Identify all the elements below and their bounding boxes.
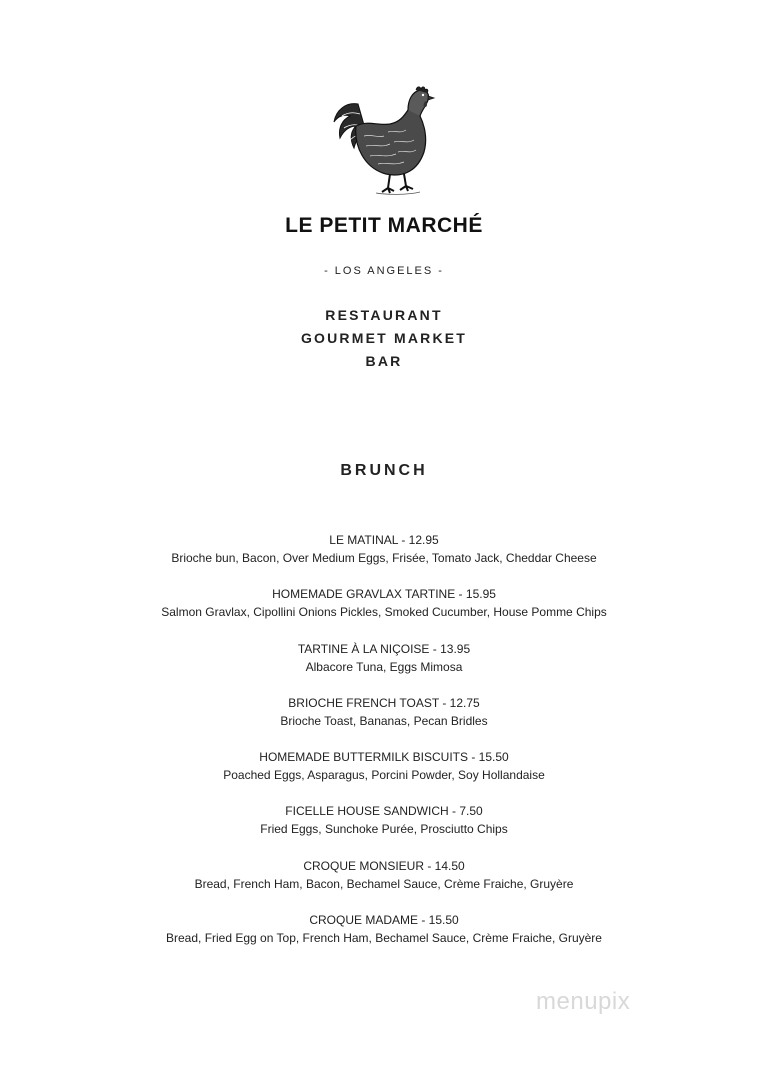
rooster-icon (328, 86, 440, 198)
services-list (0, 304, 768, 373)
menu-item-description: Brioche bun, Bacon, Over Medium Eggs, Frisée, Tomato Jack, Cheddar Cheese (171, 551, 597, 565)
menu-list (0, 531, 768, 965)
menu-item-name: CROQUE MONSIEUR - 14.50 (303, 858, 465, 873)
menu-item-name: FICELLE HOUSE SANDWICH - 7.50 (285, 804, 483, 819)
menu-item-description: Fried Eggs, Sunchoke Purée, Prosciutto Chips (260, 822, 508, 837)
watermark-logo: menupix (536, 988, 631, 1015)
restaurant-title: LE PETIT MARCHÉ (285, 214, 483, 237)
menu-item (0, 531, 768, 585)
menu-item (0, 640, 768, 694)
menu-item-name: TARTINE À LA NIÇOISE - 13.95 (297, 641, 471, 656)
service-bar: BAR (365, 353, 403, 369)
menu-item-description: Salmon Gravlax, Cipollini Onions Pickles, Smoked Cucumber, House Pomme Chips (161, 605, 607, 620)
menu-item-name: BRIOCHE FRENCH TOAST - 12.75 (288, 695, 480, 710)
menu-item-name: CROQUE MADAME - 15.50 (309, 913, 459, 928)
menu-item (0, 857, 768, 911)
menu-item (0, 585, 768, 639)
menu-item-name: HOMEMADE GRAVLAX TARTINE - 15.95 (272, 587, 496, 602)
section-title: BRUNCH (340, 462, 428, 479)
menu-item (0, 911, 768, 965)
menu-item-name: HOMEMADE BUTTERMILK BISCUITS - 15.50 (259, 750, 509, 765)
menu-item-description: Bread, French Ham, Bacon, Bechamel Sauce, Crème Fraiche, Gruyère (194, 876, 574, 891)
menu-item (0, 802, 768, 856)
menu-item (0, 694, 768, 748)
menu-item (0, 748, 768, 802)
location-label: - LOS ANGELES - (324, 265, 444, 277)
menu-item-description: Bread, Fried Egg on Top, French Ham, Bechamel Sauce, Crème Fraiche, Gruyère (166, 931, 602, 946)
service-restaurant: RESTAURANT (325, 307, 443, 323)
menu-item-description: Poached Eggs, Asparagus, Porcini Powder, Soy Hollandaise (223, 768, 545, 783)
service-gourmet-market: GOURMET MARKET (300, 330, 468, 346)
menu-item-description: Albacore Tuna, Eggs Mimosa (305, 659, 463, 674)
menu-item-name: LE MATINAL - 12.95 (329, 533, 439, 547)
menu-item-description: Brioche Toast, Bananas, Pecan Bridles (280, 713, 488, 728)
